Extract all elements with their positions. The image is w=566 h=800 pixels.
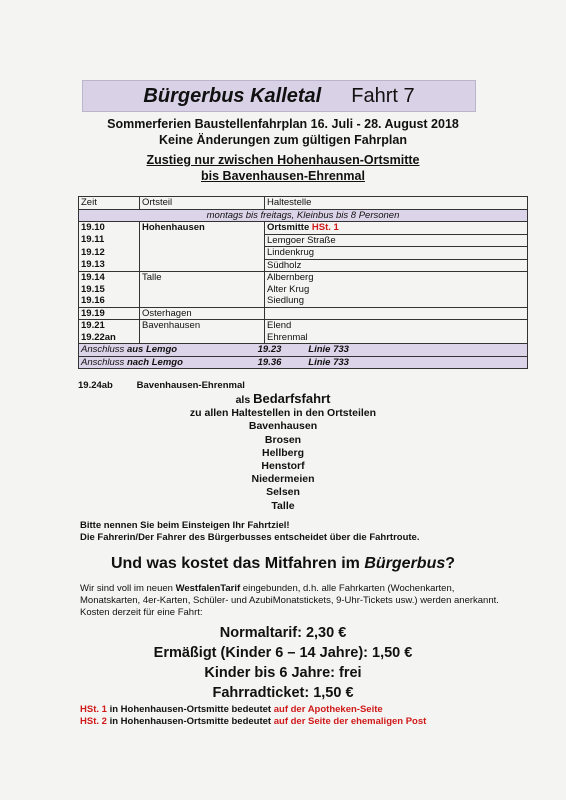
row-time: 19.16 bbox=[79, 295, 140, 307]
row-stop-name: Ortsmitte bbox=[267, 222, 310, 233]
demand-place: Bavenhausen bbox=[248, 420, 318, 433]
service-note: montags bis freitags, Kleinbus bis 8 Personen bbox=[79, 209, 528, 222]
price-item: Ermäßigt (Kinder 6 – 14 Jahre): 1,50 € bbox=[153, 645, 413, 661]
row-district bbox=[140, 284, 265, 296]
connection-time: 19.23 bbox=[257, 344, 282, 355]
connection-time: 19.36 bbox=[257, 356, 282, 368]
price-item: Normaltarif: 2,30 € bbox=[219, 625, 347, 641]
table-row bbox=[79, 284, 528, 296]
row-district: Osterhagen bbox=[140, 307, 265, 320]
service-title: Bürgerbus Kalletal bbox=[143, 84, 322, 107]
row-time: 19.19 bbox=[79, 307, 140, 320]
price-question bbox=[0, 555, 566, 573]
table-row bbox=[79, 222, 528, 235]
stop-legend-2 bbox=[80, 716, 426, 727]
row-time: 19.13 bbox=[79, 259, 140, 272]
row-stop: Lindenkrug bbox=[265, 247, 528, 260]
table-row bbox=[79, 272, 528, 284]
row-district bbox=[140, 234, 265, 247]
row-time: 19.12 bbox=[79, 247, 140, 260]
table-row bbox=[79, 320, 528, 332]
row-stop: Elend bbox=[265, 320, 528, 332]
legend-code: HSt. 2 bbox=[80, 716, 107, 727]
demand-place: Henstorf bbox=[261, 460, 305, 473]
row-district bbox=[140, 332, 265, 344]
price-item: Fahrradticket: 1,50 € bbox=[212, 685, 354, 701]
demand-place: Selsen bbox=[266, 486, 300, 499]
connection-row bbox=[79, 356, 528, 369]
row-stop: Albernberg bbox=[265, 272, 528, 284]
row-time: 19.11 bbox=[79, 234, 140, 247]
row-time: 19.14 bbox=[79, 272, 140, 284]
row-stop: Siedlung bbox=[265, 295, 528, 307]
price-item: Kinder bis 6 Jahre: frei bbox=[204, 665, 362, 681]
tariff-brand: WestfalenTarif bbox=[175, 583, 241, 594]
row-time: 19.10 bbox=[79, 222, 140, 235]
row-time: 19.21 bbox=[79, 320, 140, 332]
connection-line: Linie 733 bbox=[308, 344, 349, 355]
table-row bbox=[79, 295, 528, 307]
continuation-time: 19.24ab bbox=[78, 380, 113, 391]
demand-title: Bedarfsfahrt bbox=[253, 391, 331, 406]
header-time: Zeit bbox=[79, 197, 140, 210]
schedule-subtitle bbox=[0, 116, 566, 148]
title-band bbox=[82, 80, 476, 112]
table-row bbox=[79, 332, 528, 344]
row-district bbox=[140, 247, 265, 260]
hint-line-2: Die Fahrerin/Der Fahrer des Bürgerbusses entscheidet über die Fahrtroute. bbox=[80, 532, 420, 543]
row-district bbox=[140, 295, 265, 307]
stop-legend-1 bbox=[80, 704, 383, 715]
demand-als: als bbox=[235, 394, 251, 406]
connection-row bbox=[79, 344, 528, 357]
row-district bbox=[140, 259, 265, 272]
row-stop: Ehrenmal bbox=[265, 332, 528, 344]
legend-code: HSt. 1 bbox=[80, 704, 107, 715]
demand-intro bbox=[0, 392, 566, 407]
row-district: Hohenhausen bbox=[140, 222, 265, 235]
row-stop bbox=[265, 222, 528, 235]
demand-line: zu allen Haltestellen in den Ortsteilen bbox=[189, 407, 377, 420]
question-post: ? bbox=[445, 555, 456, 572]
table-row bbox=[79, 247, 528, 260]
row-district: Talle bbox=[140, 272, 265, 284]
boarding-line-1: Zustieg nur zwischen Hohenhausen-Ortsmitte bbox=[146, 153, 420, 167]
no-change-line: Keine Änderungen zum gültigen Fahrplan bbox=[159, 133, 407, 147]
header-stop: Haltestelle bbox=[265, 197, 528, 210]
row-stop bbox=[265, 307, 528, 320]
connection-label: Anschluss nach Lemgo bbox=[81, 356, 183, 368]
service-note-row bbox=[79, 209, 528, 222]
legend-text: in Hohenhausen-Ortsmitte bedeutet bbox=[106, 704, 274, 715]
table-row bbox=[79, 234, 528, 247]
demand-place: Hellberg bbox=[261, 446, 304, 459]
row-stop: Alter Krug bbox=[265, 284, 528, 296]
question-italic: Bürgerbus bbox=[364, 555, 446, 572]
price-list bbox=[0, 623, 566, 703]
legend-text: in Hohenhausen-Ortsmitte bedeutet bbox=[106, 716, 274, 727]
demand-place: Brosen bbox=[264, 433, 302, 446]
table-row bbox=[79, 259, 528, 272]
table-header-row bbox=[79, 197, 528, 210]
boarding-note bbox=[0, 152, 566, 184]
trip-number: Fahrt 7 bbox=[351, 84, 415, 107]
tariff-post: eingebunden, d.h. alle Fahrkarten (Wochenkarten, Monatskarten, 4er-Karten, Schüler- und AzubiMonatstickets, 9-Uhr-Tickets usw.) werden anerkannt. Kosten derzeit für eine Fahrt: bbox=[80, 583, 499, 618]
table-row bbox=[79, 307, 528, 320]
boarding-line-2: bis Bavenhausen-Ehrenmal bbox=[201, 169, 365, 183]
connection-cell bbox=[79, 356, 528, 369]
tariff-pre: Wir sind voll im neuen bbox=[80, 583, 176, 594]
demand-place: Niedermeien bbox=[251, 473, 315, 486]
row-time: 19.22an bbox=[79, 332, 140, 344]
header-district: Ortsteil bbox=[140, 197, 265, 210]
hint-line-1: Bitte nennen Sie beim Einsteigen Ihr Fahrtziel! bbox=[80, 520, 290, 531]
legend-meaning: auf der Seite der ehemaligen Post bbox=[273, 716, 427, 727]
row-stop: Lemgoer Straße bbox=[265, 234, 528, 247]
row-time: 19.15 bbox=[79, 284, 140, 296]
connection-cell bbox=[79, 344, 528, 357]
timetable bbox=[78, 196, 528, 369]
connection-label: Anschluss aus Lemgo bbox=[81, 344, 178, 355]
continuation-line bbox=[78, 380, 245, 391]
question-pre: Und was kostet das Mitfahren im bbox=[110, 555, 365, 572]
legend-meaning: auf der Apotheken-Seite bbox=[273, 704, 383, 715]
row-stop-suffix: HSt. 1 bbox=[311, 222, 339, 233]
demand-section bbox=[0, 392, 566, 513]
period-line: Sommerferien Baustellenfahrplan 16. Juli - 28. August 2018 bbox=[107, 117, 459, 131]
continuation-place: Bavenhausen-Ehrenmal bbox=[136, 380, 245, 391]
connection-line: Linie 733 bbox=[308, 356, 349, 368]
row-district: Bavenhausen bbox=[140, 320, 265, 332]
boarding-hint bbox=[80, 520, 419, 544]
row-stop: Südholz bbox=[265, 259, 528, 272]
demand-place: Talle bbox=[271, 499, 295, 512]
tariff-paragraph bbox=[80, 583, 500, 619]
